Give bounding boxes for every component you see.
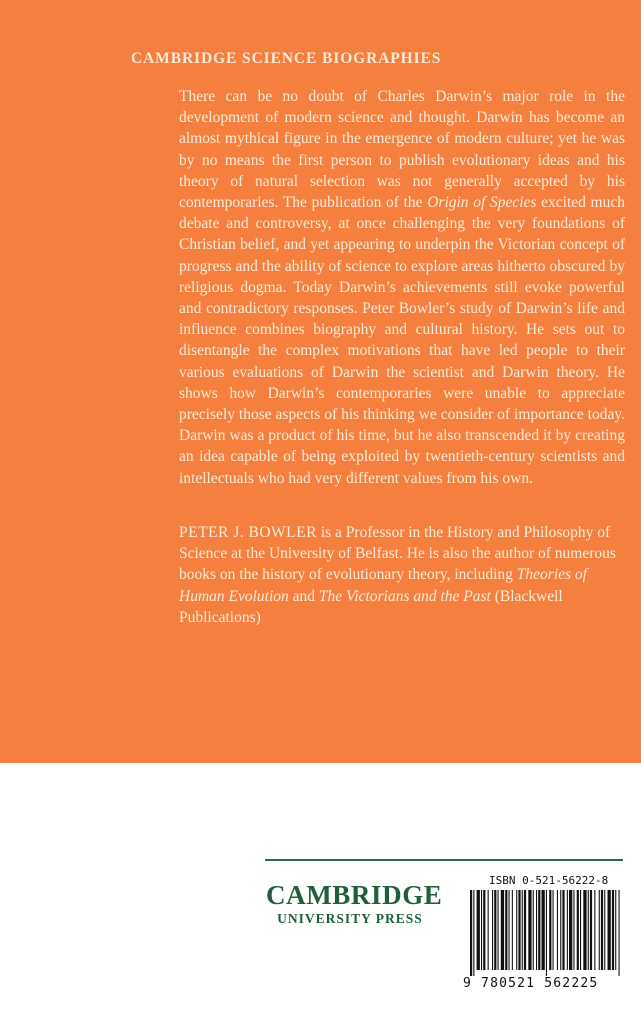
barcode-bar [509, 890, 510, 970]
barcode-bar [619, 890, 620, 976]
barcode-bar [577, 890, 579, 970]
barcode-bar [518, 890, 520, 970]
author-name: PETER J. BOWLER [179, 524, 317, 541]
barcode-bar [524, 890, 526, 970]
barcode-bar [573, 890, 574, 970]
barcode-bar [604, 890, 605, 970]
barcode-bar [481, 890, 482, 970]
barcode-bar [492, 890, 493, 970]
barcode-bar [501, 890, 504, 970]
barcode-bar [583, 890, 586, 970]
description-text-part1: There can be no doubt of Charles Darwin’s major role in the development of modern science and thought. Darwin has become an almost mythical figure in the emergence of modern culture; yet he was by no means the first person to publish evolutionary ideas and his theory of natural selection was not generally accepted by his contemporaries. The publication of the [179, 88, 625, 212]
author-bio-text1: is a Professor in the History and Philosophy of Science at the University of Belfast. He is also the author of numerous books on the history of evolutionary theory, including [179, 524, 616, 584]
publisher-subtitle: UNIVERSITY PRESS [277, 911, 423, 926]
publisher-name: CAMBRIDGE [266, 880, 443, 910]
barcode-bar [562, 890, 564, 970]
description-book-title: Origin of Species [427, 194, 537, 212]
barcode-bar [599, 890, 600, 970]
barcode-bar [533, 890, 534, 970]
author-book-title-1: Theories of Human Evolution [179, 566, 587, 605]
barcode-bar [512, 890, 513, 970]
barcode-bar [538, 890, 540, 970]
barcode-bar [516, 890, 517, 970]
barcode-bar [608, 890, 611, 970]
publisher-logo [266, 880, 443, 928]
barcode-bar [473, 890, 474, 976]
author-book-title-2: The Victorians and the Past [318, 587, 491, 605]
barcode-bar [536, 890, 537, 970]
barcode-bar [546, 890, 547, 976]
barcode-bar [594, 890, 595, 970]
author-bio [179, 522, 625, 628]
barcode-bar [528, 890, 531, 970]
barcode-bar [590, 890, 592, 970]
barcode-bar [615, 890, 616, 970]
barcode-bar [483, 890, 485, 970]
barcode-bar [470, 890, 472, 976]
barcode-bar [488, 890, 489, 970]
barcode-bar [542, 890, 545, 970]
author-bio-text3: (Blackwell Publications) [179, 587, 563, 626]
barcode-bar [505, 890, 507, 970]
barcode-bar [612, 890, 614, 970]
barcode-digits: 9 780521 562225 [463, 976, 599, 991]
barcode-icon [469, 890, 623, 976]
barcode-bar [522, 890, 523, 970]
barcode-bar [601, 890, 603, 970]
isbn-label: ISBN 0-521-56222-8 [489, 874, 609, 887]
barcode-bar [560, 890, 561, 970]
isbn-block [455, 870, 625, 996]
series-title: CAMBRIDGE SCIENCE BIOGRAPHIES [131, 50, 442, 67]
barcode-bar [494, 890, 496, 970]
description-text-part2: excited much debate and controversy, at once challenging the very foundations of Christian belief, and yet appearing to underpin the Victorian concept of progress and the ability of science to explore areas hitherto obscured by religious dogma. Today Darwin’s achievements still evoke powerful and contradictory responses. Peter Bowler’s study of Darwin’s life and influence combines biography and cultural history. He sets out to disentangle the complex motivations that have led people to their various evaluations of Darwin the scientist and Darwin theory. He shows how Darwin’s contemporaries were unable to appreciate precisely those aspects of his thinking we consider of importance today. Darwin was a product of his time, but he also transcended it by creating an idea capable of being exploited by twentieth-century scientists and intellectuals who had very different values from his own. [179, 194, 625, 487]
author-bio-text2: and [288, 587, 319, 605]
book-description [179, 86, 625, 489]
barcode-bar [549, 890, 551, 970]
divider-rule [265, 859, 623, 861]
barcode-bar [553, 890, 554, 970]
barcode-bar [569, 890, 572, 970]
barcode-bar [580, 890, 581, 970]
barcode-bar [498, 890, 499, 970]
barcode-bar [588, 890, 589, 970]
barcode-bar [477, 890, 480, 970]
barcode-bar [567, 890, 568, 970]
barcode-bar [557, 890, 558, 970]
